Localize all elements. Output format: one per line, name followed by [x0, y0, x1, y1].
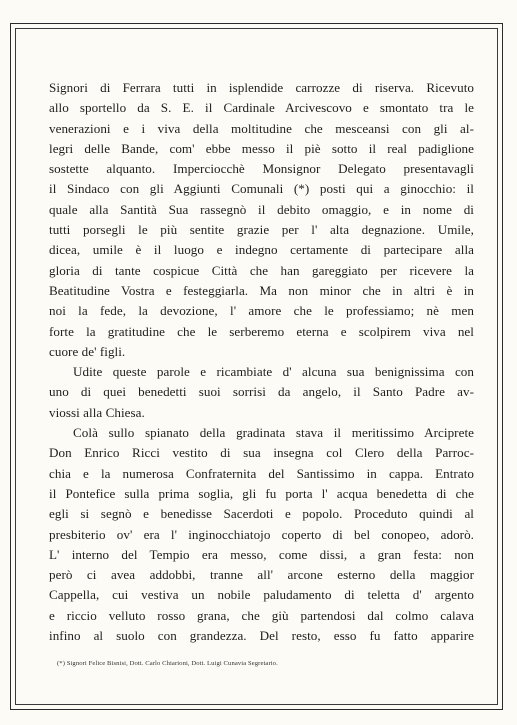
- text-line: legri delle Bande, com' ebbe messo il piè sotto il real padiglione: [49, 140, 474, 156]
- text-line: gloria di tante cospicue Città che han gareggiato per ricevere la: [49, 262, 474, 278]
- paragraph-3: [49, 423, 474, 646]
- text-line: sostette alquanto. Imperciocchè Monsignor Delegato presentavagli: [49, 161, 474, 177]
- text-line: allo sportello da S. E. il Cardinale Arcivescovo e smontato tra le: [49, 100, 474, 116]
- text-line: infino al suolo con grandezza. Del resto, esso fu fatto apparire: [49, 628, 474, 644]
- text-line: il Sindaco con gli Aggiunti Comunali (*) posti qui a ginocchio: il: [49, 181, 474, 197]
- text-line: Udite queste parole e ricambiate d' alcuna sua benignissima con: [73, 364, 474, 380]
- text-line: Don Enrico Ricci vestito di sua insegna col Clero della Parroc-: [49, 445, 474, 461]
- text-line: Signori di Ferrara tutti in isplendide carrozze di riserva. Ricevuto: [49, 80, 474, 95]
- paragraph-2: [49, 362, 474, 423]
- text-line: uno di quei benedetti suoi sorrisi da angelo, il Santo Padre av-: [49, 384, 474, 400]
- text-line: Cappella, cui vestiva un nobile paludamento di teletta d' argento: [49, 587, 474, 603]
- text-line: il Pontefice sulla prima soglia, gli fu porta l' acqua benedetta di che: [49, 485, 474, 501]
- text-line: chia e la numerosa Confraternita del Santissimo in cappa. Entrato: [49, 465, 474, 481]
- text-line: e riccio velluto rosso grana, che giù partendosi dal colmo calava: [49, 607, 474, 623]
- text-line: forte la gratitudine che le serberemo eterna e scolpirem viva nel: [49, 323, 474, 339]
- text-line: egli si segnò e benedisse Sacerdoti e popolo. Proceduto quindi al: [49, 506, 474, 522]
- text-line: viossi alla Chiesa.: [49, 404, 145, 420]
- text-line: Beatitudine Vostra e festeggiarla. Ma non minor che in altri è in: [49, 282, 474, 298]
- text-line: cuore de' figli.: [49, 343, 126, 359]
- text-line: però ci avea addobbi, tranne all' arcone esterno della maggior: [49, 567, 474, 583]
- text-line: venerazioni e i viva della moltitudine che mesceansi con gli al-: [49, 120, 474, 136]
- text-line: noi la fede, la devozione, l' amore che le professiamo; nè men: [49, 303, 474, 319]
- text-line: dicea, umile è il luogo e indegno certamente di partecipare alla: [49, 242, 474, 258]
- footnote: (*) Signori Felice Bisnisi, Dott. Carlo Chiarioni, Dott. Luigi Cunavia Segretario.: [57, 660, 278, 667]
- text-line: tutti porsegli le più sentite grazie per l' alta degnazione. Umile,: [49, 222, 474, 238]
- text-line: Colà sullo spianato della gradinata stava il meritissimo Arciprete: [73, 425, 474, 441]
- body-text: [49, 78, 474, 646]
- text-line: presbiterio ov' era l' inginocchiatojo coperto di bel conopeo, adorò.: [49, 526, 474, 542]
- paragraph-1: [49, 78, 474, 362]
- text-line: L' interno del Tempio era messo, come dissi, a gran festa: non: [49, 546, 474, 562]
- text-line: quale alla Santità Sua rassegnò il debito omaggio, e in nome di: [49, 201, 474, 217]
